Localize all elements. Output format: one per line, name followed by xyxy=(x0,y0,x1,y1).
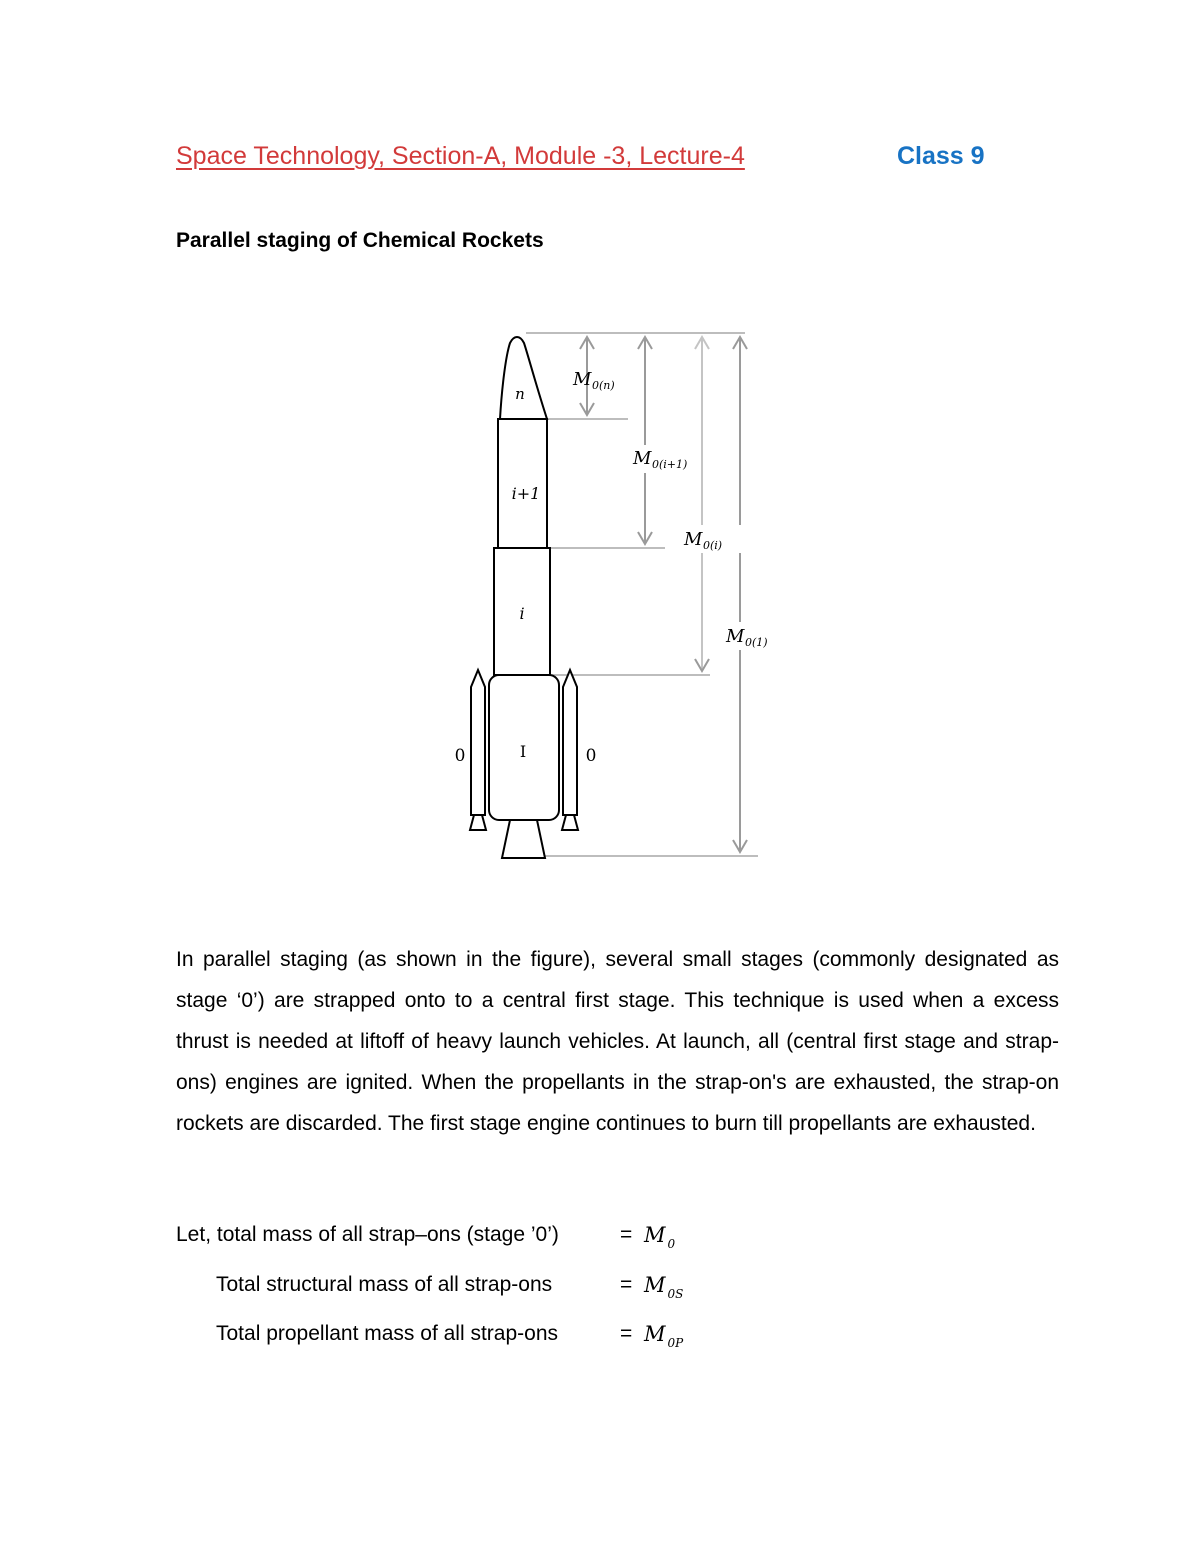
rocket-diagram xyxy=(440,325,780,865)
stage-label-strap-left: 0 xyxy=(454,746,466,766)
stage-label-strap-right: 0 xyxy=(585,746,597,766)
strap-on-left-nozzle xyxy=(470,815,486,830)
strap-on-left xyxy=(471,670,485,815)
svg-text:0(i): 0(i) xyxy=(703,539,723,552)
paragraph-text: In parallel staging (as shown in the figure), several small stages (commonly designated as stage ‘0’) are strapped onto to a central first stage. This technique is used when a excess thrust is needed at liftoff of heavy launch vehicles. At launch, all (central first stage and strap-ons) engines are ignited. When the propellants in the strap-on's are exhausted, the strap-on rockets are discarded. The first stage engine continues to burn till propellants are exhausted. xyxy=(176,948,1059,1135)
rocket-body xyxy=(470,337,578,858)
main-nozzle xyxy=(502,820,545,858)
mass-symbol: M $_{0S}$ xyxy=(644,1273,684,1301)
stage-label-i: i xyxy=(519,604,525,623)
stage-label-i-plus-1: i+1 xyxy=(511,484,541,503)
lecture-title: Space Technology, Section-A, Module -3, Lecture-4 xyxy=(176,142,745,170)
strap-on-right-nozzle xyxy=(562,815,578,830)
section-heading: Parallel staging of Chemical Rockets xyxy=(176,229,544,252)
svg-text:M: M xyxy=(726,626,745,647)
stage-label-n: n xyxy=(515,385,525,403)
svg-text:0(i+1): 0(i+1) xyxy=(652,458,688,471)
svg-text:M: M xyxy=(633,448,652,469)
svg-text:M: M xyxy=(573,369,592,390)
svg-text:0(n): 0(n) xyxy=(592,379,615,392)
equals-sign: = xyxy=(620,1223,633,1246)
equals-sign: = xyxy=(620,1273,633,1296)
svg-text:M: M xyxy=(684,529,703,550)
svg-text:0(1): 0(1) xyxy=(745,636,768,649)
mass-symbol: M $_{0P}$ xyxy=(644,1322,684,1350)
nose-stage-n xyxy=(500,337,547,419)
body-paragraph xyxy=(176,939,1059,1144)
mass-symbol: M $_0$ xyxy=(644,1223,676,1251)
rocket-staging-figure xyxy=(440,325,780,865)
mass-label-m0n xyxy=(572,369,615,392)
class-label: Class 9 xyxy=(897,142,985,170)
stage-label-first: I xyxy=(519,742,527,761)
definition-label: Total structural mass of all strap-ons xyxy=(216,1273,553,1296)
definition-label: Let, total mass of all strap–ons (stage ’0’) xyxy=(176,1223,559,1246)
strap-on-right xyxy=(563,670,577,815)
definition-label: Total propellant mass of all strap-ons xyxy=(216,1322,558,1345)
equals-sign: = xyxy=(620,1322,633,1345)
